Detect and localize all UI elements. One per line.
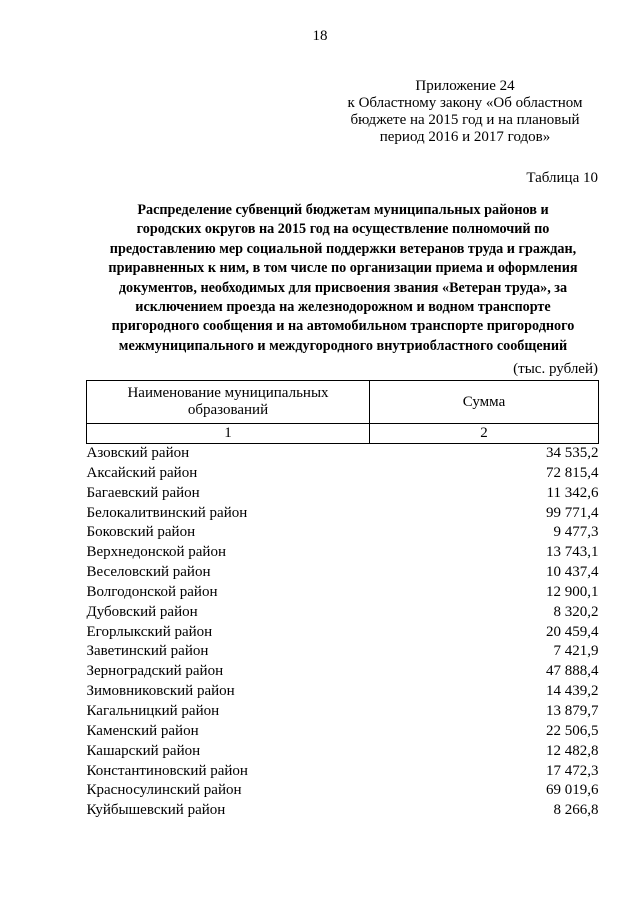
district-amount: 13 879,7 xyxy=(546,702,599,719)
title-line: предоставлению мер социальной поддержки ветеранов труда и граждан, xyxy=(109,240,577,257)
district-name: Заветинский район xyxy=(86,643,209,660)
district-name: Зерноградский район xyxy=(86,663,224,680)
district-name: Веселовский район xyxy=(86,564,211,581)
table-row xyxy=(87,543,599,563)
district-amount: 17 472,3 xyxy=(546,762,599,779)
district-name: Егорлыкский район xyxy=(86,623,213,640)
table-row xyxy=(87,504,599,524)
district-amount: 7 421,9 xyxy=(553,643,599,660)
district-name: Белокалитвинский район xyxy=(86,504,248,521)
table-row xyxy=(87,623,599,643)
table-row xyxy=(87,464,599,484)
table-row xyxy=(87,583,599,603)
appendix-line: к Областному закону «Об областном xyxy=(347,95,583,111)
district-name: Каменский район xyxy=(86,722,199,739)
title-line: приравненных к ним, в том числе по организации приема и оформления xyxy=(108,260,578,277)
appendix-line: бюджете на 2015 год и на плановый xyxy=(350,112,580,128)
district-name: Куйбышевский район xyxy=(86,802,226,819)
district-name: Верхнедонской район xyxy=(86,544,226,561)
appendix-line: период 2016 и 2017 годов» xyxy=(379,129,551,145)
district-amount: 8 266,8 xyxy=(553,802,599,819)
table-row xyxy=(87,722,599,742)
district-amount: 12 482,8 xyxy=(546,742,599,759)
column-number: 2 xyxy=(370,424,599,444)
district-amount: 22 506,5 xyxy=(546,722,599,739)
district-name: Волгодонской район xyxy=(86,583,218,600)
title-line: пригородного сообщения и на автомобильном транспорте пригородного xyxy=(111,318,575,335)
page-number: 18 xyxy=(312,28,328,44)
district-name: Кагальницкий район xyxy=(86,702,220,719)
title-line: межмуниципального и междугородного внутриобластного сообщений xyxy=(118,337,568,354)
appendix-line: Приложение 24 xyxy=(415,78,515,94)
district-name: Аксайский район xyxy=(86,464,198,481)
appendix-header xyxy=(340,78,590,146)
title-line: исключением проезда на железнодорожном и водном транспорте xyxy=(135,299,551,316)
title-line: городских округов на 2015 год на осуществление полномочий по xyxy=(136,221,550,238)
district-amount: 72 815,4 xyxy=(546,464,599,481)
table-row xyxy=(87,702,599,722)
district-amount: 34 535,2 xyxy=(546,445,599,461)
table-row xyxy=(87,781,599,801)
header-name-line: образований xyxy=(187,402,269,418)
district-amount: 9 477,3 xyxy=(553,524,599,541)
district-name: Дубовский район xyxy=(86,603,198,620)
title-line: документов, необходимых для присвоения звания «Ветеран труда», за xyxy=(118,279,568,296)
district-name: Азовский район xyxy=(86,445,190,461)
district-name: Кашарский район xyxy=(86,742,201,759)
table-row xyxy=(87,484,599,504)
district-amount: 47 888,4 xyxy=(546,663,599,680)
district-name: Багаевский район xyxy=(86,484,200,501)
district-name: Боковский район xyxy=(86,524,196,541)
district-name: Красносулинский район xyxy=(86,782,242,799)
table-row xyxy=(87,444,599,464)
district-amount: 69 019,6 xyxy=(546,782,599,799)
table-row xyxy=(87,762,599,782)
table-row xyxy=(87,642,599,662)
district-amount: 13 743,1 xyxy=(546,544,599,561)
district-amount: 99 771,4 xyxy=(546,504,599,521)
district-amount: 20 459,4 xyxy=(546,623,599,640)
header-amount: Сумма xyxy=(370,381,599,424)
table-row xyxy=(87,742,599,762)
document-title xyxy=(84,201,602,356)
table-row xyxy=(87,563,599,583)
district-amount: 14 439,2 xyxy=(546,683,599,700)
subventions-table xyxy=(86,380,599,821)
district-amount: 12 900,1 xyxy=(546,583,599,600)
table-label: Таблица 10 xyxy=(526,170,598,186)
title-line: Распределение субвенций бюджетам муниципальных районов и xyxy=(137,202,549,218)
column-number: 1 xyxy=(87,424,370,444)
district-amount: 10 437,4 xyxy=(546,564,599,581)
units-label: (тыс. рублей) xyxy=(513,361,598,377)
header-name-line: Наименование муниципальных xyxy=(127,385,329,401)
district-amount: 8 320,2 xyxy=(553,603,599,620)
table-row xyxy=(87,801,599,821)
table-row xyxy=(87,682,599,702)
district-name: Зимовниковский район xyxy=(86,683,235,700)
district-amount: 11 342,6 xyxy=(546,484,599,501)
header-name xyxy=(87,381,370,424)
district-name: Константиновский район xyxy=(86,762,248,779)
table-row xyxy=(87,523,599,543)
table-row xyxy=(87,662,599,682)
table-row xyxy=(87,603,599,623)
